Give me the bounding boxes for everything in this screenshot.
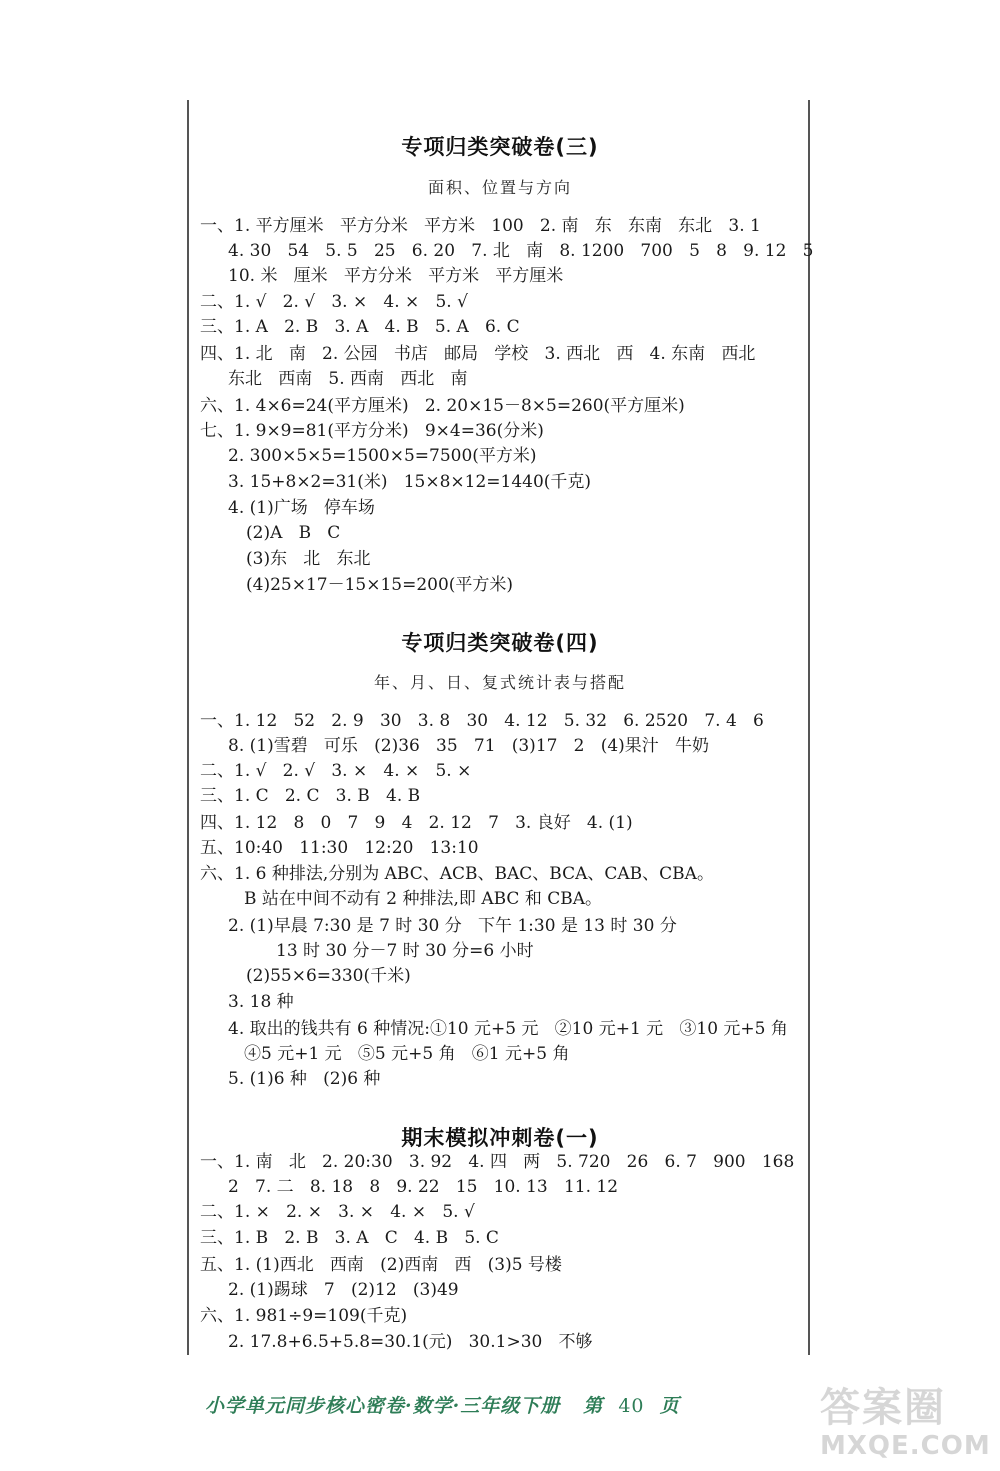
answer-line: 东北 西南 5. 西南 西北 南 [228,369,468,389]
answer-line: 4. 取出的钱共有 6 种情况:①10 元+5 元 ②10 元+1 元 ③10 元+5 角 [228,1019,788,1039]
answer-key-column [200,0,814,1471]
answer-line: 2. (1)早晨 7:30 是 7 时 30 分 下午 1:30 是 13 时 30 分 [228,916,677,936]
watermark-logo: 答案圈 [820,1385,946,1431]
page-label-prefix: 第 [583,1395,604,1417]
answer-line: (2)A B C [246,523,341,543]
answer-line: (2)55×6=330(千米) [246,966,411,986]
book-title: 小学单元同步核心密卷·数学·三年级下册 [205,1395,561,1417]
answer-line: 一、1. 12 52 2. 9 30 3. 8 30 4. 12 5. 32 6. 2520 7. 4 6 [200,711,764,731]
answer-line: B 站在中间不动有 2 种排法,即 ABC 和 CBA。 [244,889,603,909]
section-subtitle: 面积、位置与方向 [427,178,572,197]
answer-line: 4. 30 54 5. 5 25 6. 20 7. 北 南 8. 1200 700 5 8 9. 12 5 [228,241,814,261]
watermark-url: MXQE.COM [820,1431,991,1461]
answer-line: 2 7. 二 8. 18 8 9. 22 15 10. 13 11. 12 [228,1177,619,1197]
answer-line: 3. 18 种 [228,992,294,1012]
answer-line: 2. (1)踢球 7 (2)12 (3)49 [228,1280,459,1300]
answer-line: 七、1. 9×9=81(平方分米) 9×4=36(分米) [200,421,544,441]
left-column-rule [187,100,189,1355]
answer-line: ④5 元+1 元 ⑤5 元+5 角 ⑥1 元+5 角 [244,1044,570,1064]
answer-line: 六、1. 4×6=24(平方厘米) 2. 20×15－8×5=260(平方厘米) [200,396,685,416]
page-label-suffix: 页 [659,1395,680,1417]
page-footer [205,1391,680,1418]
answer-line: 一、1. 南 北 2. 20:30 3. 92 4. 四 两 5. 720 26 6. 7 900 168 [200,1152,795,1172]
answer-line: 五、1. (1)西北 西南 (2)西南 西 (3)5 号楼 [200,1255,562,1275]
answer-line: 5. (1)6 种 (2)6 种 [228,1069,381,1089]
right-column-rule [808,100,810,1355]
page-number: 40 [618,1395,645,1417]
answer-line: 二、1. × 2. × 3. × 4. × 5. √ [200,1202,475,1222]
answer-line: (4)25×17－15×15=200(平方米) [246,575,514,595]
section-title: 专项归类突破卷(四) [401,631,599,655]
answer-line: 2. 300×5×5=1500×5=7500(平方米) [228,446,537,466]
answer-line: 3. 15+8×2=31(米) 15×8×12=1440(千克) [228,472,592,492]
answer-line: 10. 米 厘米 平方分米 平方米 平方厘米 [228,266,564,286]
answer-line: 8. (1)雪碧 可乐 (2)36 35 71 (3)17 2 (4)果汁 牛奶 [228,736,709,756]
answer-line: 4. (1)广场 停车场 [228,498,375,518]
answer-line: 六、1. 6 种排法,分别为 ABC、ACB、BAC、BCA、CAB、CBA。 [200,864,714,884]
answer-line: 一、1. 平方厘米 平方分米 平方米 100 2. 南 东 东南 东北 3. 1 [200,216,761,236]
section-subtitle: 年、月、日、复式统计表与搭配 [373,673,626,692]
answer-line: 二、1. √ 2. √ 3. × 4. × 5. √ [200,292,468,312]
answer-line: 2. 17.8+6.5+5.8=30.1(元) 30.1>30 不够 [228,1332,593,1352]
answer-line: 二、1. √ 2. √ 3. × 4. × 5. × [200,761,472,781]
site-watermark [820,1385,990,1465]
answer-line: 四、1. 北 南 2. 公园 书店 邮局 学校 3. 西北 西 4. 东南 西北 [200,344,756,364]
section-title: 期末模拟冲刺卷(一) [401,1126,599,1150]
section-title: 专项归类突破卷(三) [401,135,599,159]
answer-line: 13 时 30 分－7 时 30 分=6 小时 [276,941,534,961]
answer-line: 三、1. A 2. B 3. A 4. B 5. A 6. C [200,317,520,337]
answer-line: 六、1. 981÷9=109(千克) [200,1306,408,1326]
answer-line: 三、1. B 2. B 3. A C 4. B 5. C [200,1228,499,1248]
answer-line: 五、10:40 11:30 12:20 13:10 [200,838,479,858]
answer-line: 三、1. C 2. C 3. B 4. B [200,786,421,806]
answer-line: (3)东 北 东北 [246,549,371,569]
answer-line: 四、1. 12 8 0 7 9 4 2. 12 7 3. 良好 4. (1) [200,813,633,833]
